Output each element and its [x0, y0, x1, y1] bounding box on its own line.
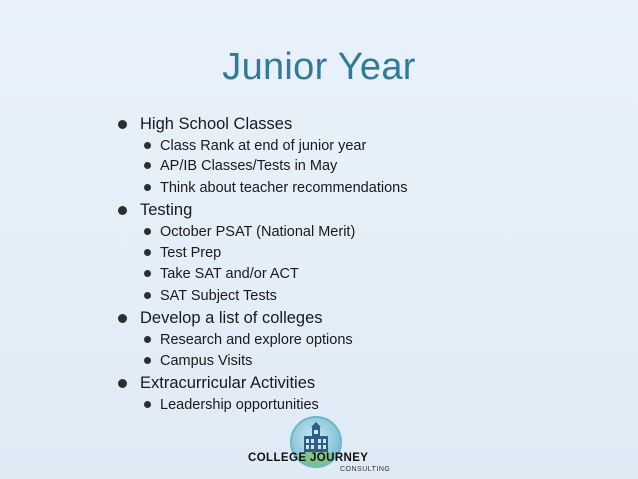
bullet-item — [140, 114, 292, 134]
bullet-icon — [118, 206, 127, 215]
bullet-text: High School Classes — [140, 115, 293, 133]
sub-bullet-text: Campus Visits — [160, 353, 253, 369]
sub-bullet-item — [160, 265, 299, 283]
sub-bullet-icon — [144, 249, 151, 256]
bullet-item — [140, 200, 192, 220]
sub-bullet-icon — [144, 336, 151, 343]
sub-bullet-icon — [144, 228, 151, 235]
company-logo — [248, 416, 408, 474]
bullet-text: Testing — [140, 201, 193, 219]
bullet-item — [140, 373, 315, 393]
sub-bullet-text: SAT Subject Tests — [160, 288, 277, 304]
sub-bullet-icon — [144, 270, 151, 277]
sub-bullet-text: Class Rank at end of junior year — [160, 138, 367, 154]
logo-main-text: COLLEGE JOURNEY — [248, 452, 369, 464]
bullet-icon — [118, 314, 127, 323]
sub-bullet-item — [160, 137, 366, 155]
sub-bullet-item — [160, 352, 252, 370]
sub-bullet-item — [160, 157, 337, 175]
sub-bullet-item — [160, 331, 353, 349]
sub-bullet-item — [160, 287, 277, 305]
bullet-text: Extracurricular Activities — [140, 374, 316, 392]
slide-title: Junior Year — [222, 46, 416, 88]
sub-bullet-item — [160, 179, 407, 197]
sub-bullet-item — [160, 223, 355, 241]
bullet-icon — [118, 120, 127, 129]
sub-bullet-icon — [144, 357, 151, 364]
sub-bullet-text: Test Prep — [160, 245, 222, 261]
sub-bullet-text: Think about teacher recommendations — [160, 180, 408, 196]
logo-sub-text: CONSULTING — [340, 466, 391, 473]
sub-bullet-item — [160, 244, 221, 262]
bullet-icon — [118, 379, 127, 388]
bullet-text: Develop a list of colleges — [140, 309, 323, 327]
sub-bullet-icon — [144, 142, 151, 149]
sub-bullet-text: AP/IB Classes/Tests in May — [160, 158, 338, 174]
sub-bullet-item — [160, 396, 319, 414]
sub-bullet-icon — [144, 162, 151, 169]
sub-bullet-text: October PSAT (National Merit) — [160, 224, 356, 240]
sub-bullet-text: Leadership opportunities — [160, 397, 319, 413]
sub-bullet-icon — [144, 401, 151, 408]
sub-bullet-icon — [144, 292, 151, 299]
bullet-item — [140, 308, 323, 328]
sub-bullet-icon — [144, 184, 151, 191]
sub-bullet-text: Research and explore options — [160, 332, 353, 348]
sub-bullet-text: Take SAT and/or ACT — [160, 266, 299, 282]
